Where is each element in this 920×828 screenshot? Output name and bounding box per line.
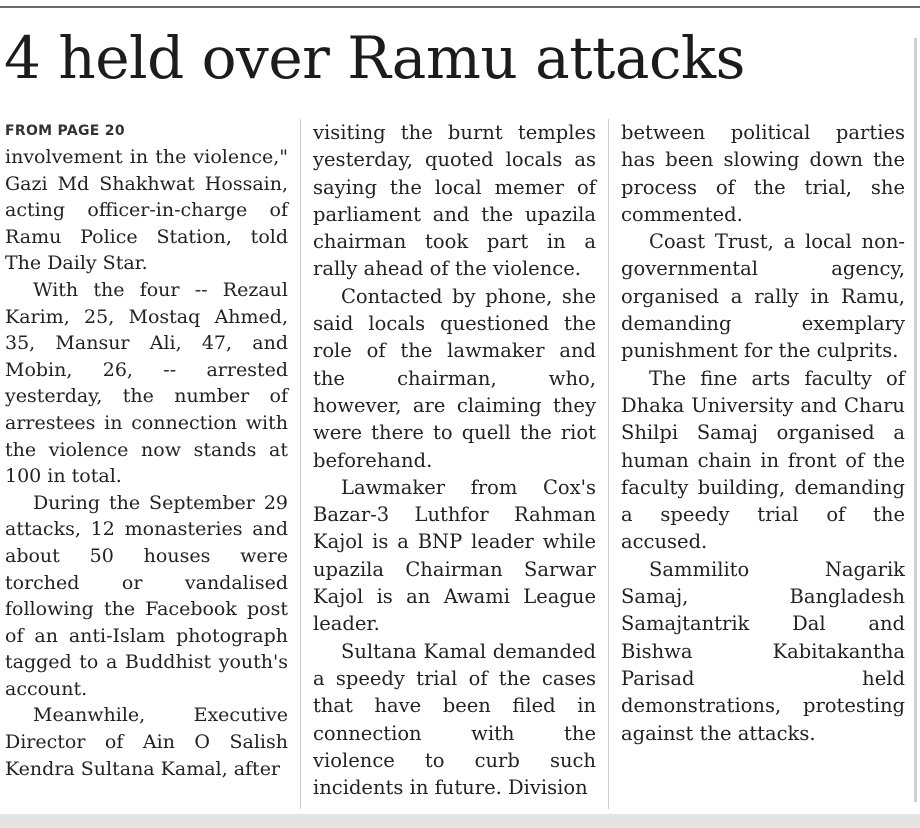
paragraph: between political parties has been slowing down the process of the trial, she commented. [621,121,905,226]
paragraph: Coast Trust, a local non-governmental agency, organised a rally in Ramu, demanding exemplary punishment for the culprits. [621,230,905,363]
paragraph: Contacted by phone, she said locals questioned the role of the lawmaker and the chairman, who, however, are claiming they were there to quell the riot beforehand. [313,284,596,472]
paragraph: The fine arts faculty of Dhaka University and Charu Shilpi Samaj organised a human chain in front of the faculty building, demanding a speedy trial of the accused. [621,366,905,554]
headline: 4 held over Ramu attacks [4,24,745,92]
article-column-1 [5,119,288,782]
paragraph: Sultana Kamal demanded a speedy trial of the cases that have been filed in connection with the violence to curb such incidents in future. Division [313,639,596,800]
column-divider [300,119,301,809]
paragraph: During the September 29 attacks, 12 monasteries and about 50 houses were torched or vandalised following the Facebook post of an anti-Islam photograph tagged to a Buddhist youth's account. [5,491,288,700]
page-edge [914,38,917,802]
article-column-3 [621,119,905,747]
continuation-kicker: FROM PAGE 20 [5,123,125,139]
paragraph: Lawmaker from Cox's Bazar-3 Luthfor Rahman Kajol is a BNP leader while upazila Chairman Sarwar Kajol is an Awami League leader. [313,475,596,636]
paragraph: Meanwhile, Executive Director of Ain O Salish Kendra Sultana Kamal, after [5,704,288,780]
page-bottom-edge [0,814,920,828]
column-divider [608,119,609,809]
paragraph: With the four -- Rezaul Karim, 25, Mostaq Ahmed, 35, Mansur Ali, 47, and Mobin, 26, -- arrested yesterday, the number of arrestees in connection with the violence now stands at 100 in total. [5,278,288,488]
paragraph: visiting the burnt temples yesterday, quoted locals as saying the local memer of parliament and the upazila chairman took part in a rally ahead of the violence. [313,121,596,281]
top-rule [0,6,920,8]
paragraph: Sammilito Nagarik Samaj, Bangladesh Samajtantrik Dal and Bishwa Kabitakantha Parisad held demonstrations, protesting against the attacks. [621,557,905,745]
paragraph: involvement in the violence," Gazi Md Shakhwat Hossain, acting officer-in-charge of Ramu Police Station, told The Daily Star. [5,146,288,275]
article-column-2 [313,119,596,801]
